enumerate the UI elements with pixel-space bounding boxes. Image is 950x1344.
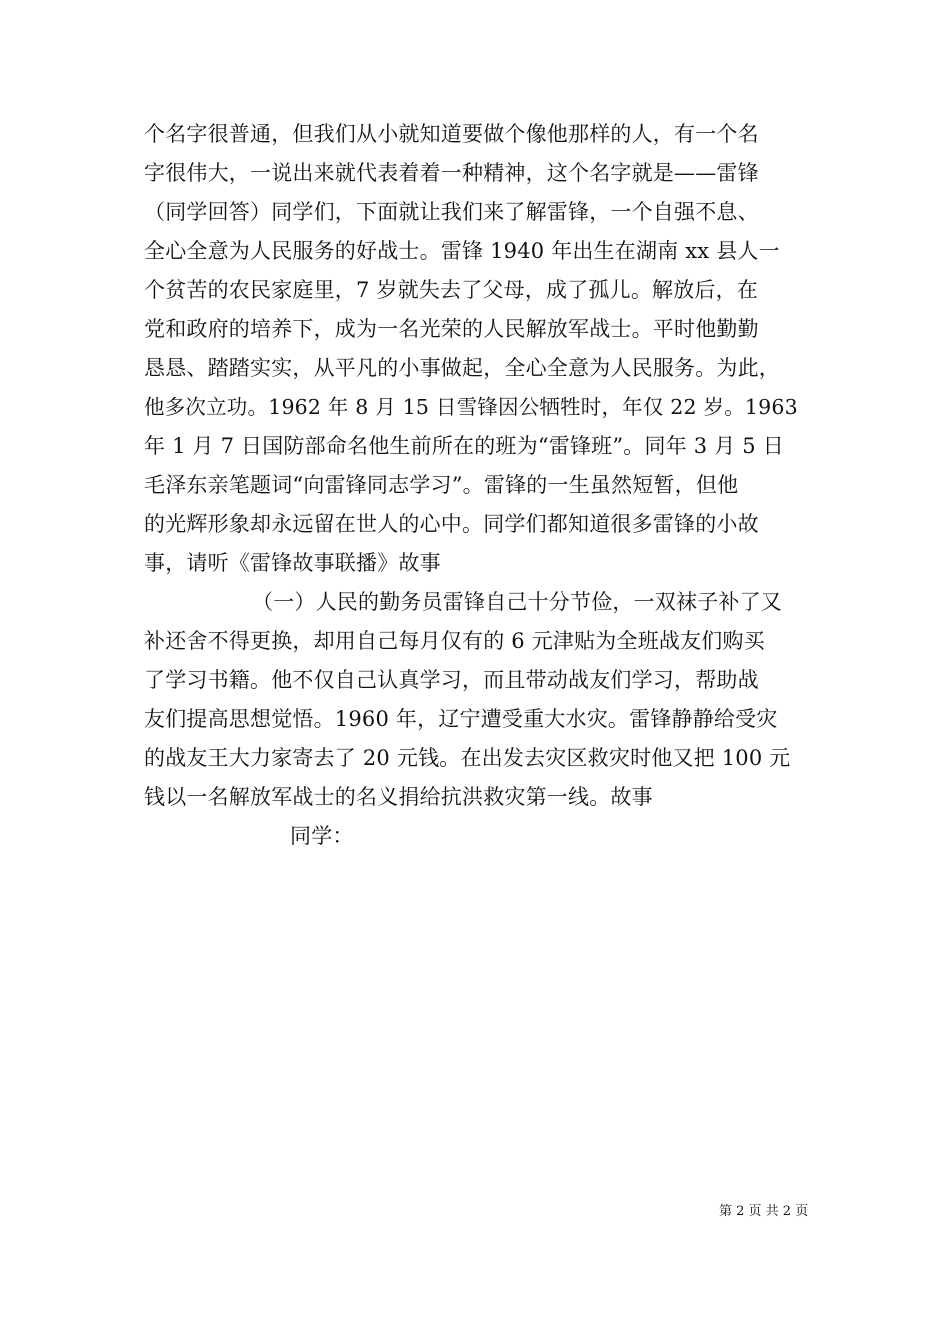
text-line: 个贫苦的农民家庭里，7 岁就失去了父母，成了孤儿。解放后，在	[144, 278, 759, 302]
text-line: 毛泽东亲笔题词“向雷锋同志学习”。雷锋的一生虽然短暂，但他	[144, 473, 739, 497]
text-line: 党和政府的培养下，成为一名光荣的人民解放军战士。平时他勤勤	[144, 317, 759, 341]
text-line: （同学回答）同学们，下面就让我们来了解雷锋，一个自强不息、	[144, 200, 759, 224]
text-line: 友们提高思想觉悟。1960 年，辽宁遭受重大水灾。雷锋静静给受灾	[144, 707, 778, 731]
text-line: 字很伟大，一说出来就代表着着一种精神，这个名字就是——雷锋	[144, 161, 759, 185]
classmate-label: 同学：	[290, 824, 354, 848]
text-line: 补还舍不得更换，却用自己每月仅有的 6 元津贴为全班战友们购买	[144, 629, 765, 653]
text-line: 了学习书籍。他不仅自己认真学习，而且带动战友们学习，帮助战	[144, 668, 759, 692]
text-line: 全心全意为人民服务的好战士。雷锋 1940 年出生在湖南 xx 县人一	[144, 239, 780, 263]
text-line: 恳恳、踏踏实实，从平凡的小事做起，全心全意为人民服务。为此，	[144, 356, 780, 380]
text-line: 个名字很普通，但我们从小就知道要做个像他那样的人，有一个名	[144, 122, 759, 146]
page-number-footer: 第 2 页 共 2 页	[719, 1204, 809, 1219]
text-line: 事，请听《雷锋故事联播》故事	[144, 551, 441, 575]
text-line: 的光辉形象却永远留在世人的心中。同学们都知道很多雷锋的小故	[144, 512, 759, 536]
text-line: 钱以一名解放军战士的名义捐给抗洪救灾第一线。故事	[144, 785, 653, 809]
text-line: 年 1 月 7 日国防部命名他生前所在的班为“雷锋班”。同年 3 月 5 日	[144, 434, 784, 458]
text-line: 他多次立功。1962 年 8 月 15 日雪锋因公牺牲时，年仅 22 岁。1963	[144, 395, 798, 419]
text-line: 的战友王大力家寄去了 20 元钱。在出发去灾区救灾时他又把 100 元	[144, 746, 791, 770]
section-heading-line: （一）人民的勤务员雷锋自己十分节俭，一双袜子补了又	[252, 590, 782, 614]
